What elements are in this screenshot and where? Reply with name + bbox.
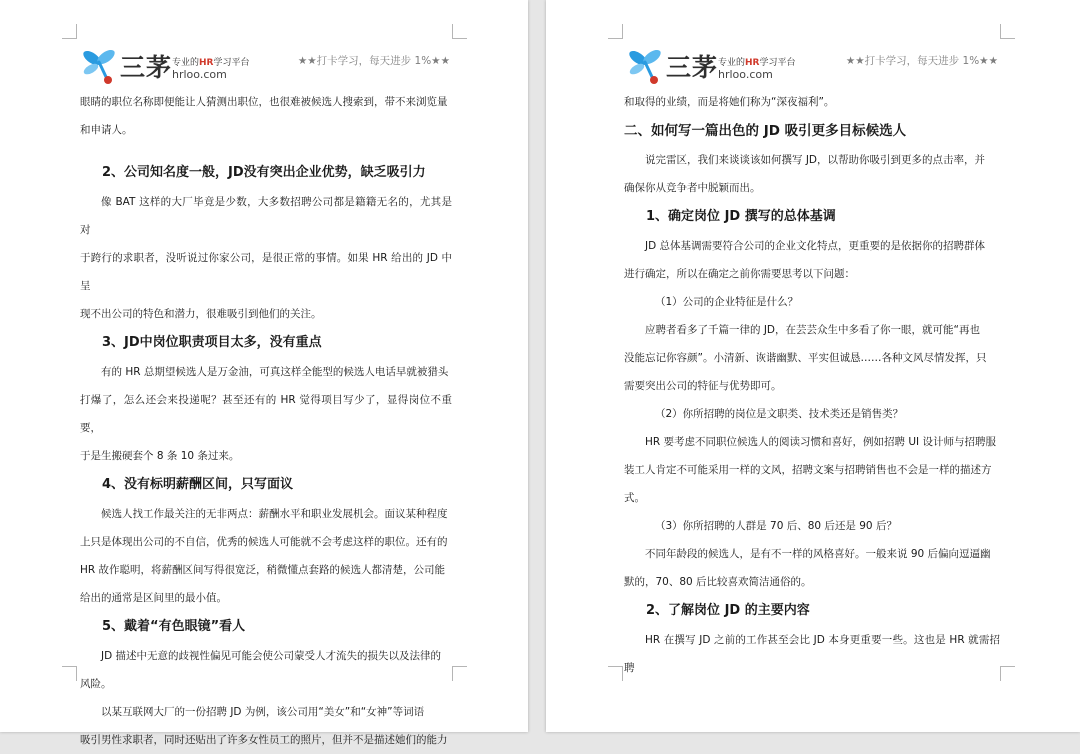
body-line: 和取得的业绩，而是将她们称为“深夜福利”。: [624, 96, 835, 108]
brand-tagline: 专业的HR学习平台: [172, 58, 250, 68]
brand-logo: [626, 44, 826, 88]
page-body: [624, 88, 1000, 682]
header-slogan: ★★打卡学习，每天进步 1%★★: [845, 55, 998, 67]
body-line: 默的，70、80 后比较喜欢简洁通俗的。: [624, 576, 812, 588]
body-line: 和申请人。: [80, 124, 133, 136]
dragonfly-logo-icon: [80, 46, 118, 86]
body-line: 眼睛的职位名称即便能让人猜测出职位，也很难被候选人搜索到，带不来浏览量: [80, 96, 448, 108]
body-line: 打爆了，怎么还会来投递呢？甚至还有的 HR 觉得项目写少了，显得岗位不重要，: [80, 394, 452, 434]
body-line: 风险。: [80, 678, 112, 690]
crop-mark: [1000, 666, 1015, 681]
brand-logo: [80, 44, 280, 88]
question-line: （1）公司的企业特征是什么？: [655, 296, 799, 308]
body-line: 装工人肯定不可能采用一样的文风，招聘文案与招聘销售也不会是一样的描述方: [624, 464, 992, 476]
crop-mark: [62, 666, 77, 681]
body-line: 不同年龄段的候选人，是有不一样的风格喜好。一般来说 90 后偏向逗逼幽: [645, 548, 991, 560]
body-line: 候选人找工作最关注的无非两点：薪酬水平和职业发展机会。面议某种程度: [101, 508, 448, 520]
crop-mark: [608, 24, 623, 39]
crop-mark: [62, 24, 77, 39]
body-line: JD 总体基调需要符合公司的企业文化特点，更重要的是依据你的招聘群体: [645, 240, 986, 252]
body-line: 上只是体现出公司的不自信，优秀的候选人可能就不会考虑这样的职位。还有的: [80, 536, 448, 548]
document-page-left: [0, 0, 528, 746]
body-line: JD 描述中无意的歧视性偏见可能会使公司蒙受人才流失的损失以及法律的: [101, 650, 442, 662]
crop-mark: [1000, 24, 1015, 39]
body-line: 确保你从竞争者中脱颖而出。: [624, 182, 761, 194]
brand-url: hrloo.com: [718, 68, 773, 81]
question-line: （2）你所招聘的岗位是文职类、技术类还是销售类？: [655, 408, 904, 420]
body-line: HR 要考虑不同职位候选人的阅读习惯和喜好，例如招聘 UI 设计师与招聘服: [645, 436, 996, 448]
body-line: 进行确定，所以在确定之前你需要思考以下问题：: [624, 268, 855, 280]
brand-name: 三茅: [120, 53, 173, 82]
section-heading: 3、JD中岗位职责项目太多，没有重点: [102, 335, 322, 350]
body-line: 应聘者看多了千篇一律的 JD，在芸芸众生中多看了你一眼，就可能“再也: [645, 324, 980, 336]
crop-mark: [452, 24, 467, 39]
brand-url: hrloo.com: [172, 68, 227, 81]
body-line: 式。: [624, 492, 645, 504]
body-line: 需要突出公司的特征与优势即可。: [624, 380, 782, 392]
body-line: 有的 HR 总期望候选人是万金油，可真这样全能型的候选人电话早就被猎头: [101, 366, 449, 378]
section-heading: 5、戴着“有色眼镜”看人: [102, 619, 246, 634]
dragonfly-logo-icon: [626, 46, 664, 86]
page-header: [626, 44, 998, 90]
body-line: 于是生搬硬套个 8 条 10 条过来。: [80, 450, 240, 462]
body-line: 给出的通常是区间里的最小值。: [80, 592, 227, 604]
section-heading: 1、确定岗位 JD 撰写的总体基调: [646, 209, 836, 224]
chapter-heading: 二、如何写一篇出色的 JD 吸引更多目标候选人: [624, 123, 907, 139]
section-heading: 2、公司知名度一般，JD没有突出企业优势，缺乏吸引力: [102, 165, 426, 180]
body-line: HR 在撰写 JD 之前的工作甚至会比 JD 本身更重要一些。这也是 HR 就需招聘: [624, 634, 1000, 674]
body-line: 于跨行的求职者，没听说过你家公司，是很正常的事情。如果 HR 给出的 JD 中呈: [80, 252, 452, 292]
body-line: HR 故作聪明，将薪酬区间写得很宽泛，稍微懂点套路的候选人都清楚，公司能: [80, 564, 446, 576]
body-line: 以某互联网大厂的一份招聘 JD 为例，该公司用“美女”和“女神”等词语: [101, 706, 425, 718]
page-header: [80, 44, 450, 90]
crop-mark: [608, 666, 623, 681]
body-line: 说完雷区，我们来谈谈该如何撰写 JD，以帮助你吸引到更多的点击率，并: [645, 154, 986, 166]
body-line: 吸引男性求职者，同时还贴出了许多女性员工的照片，但并不是描述她们的能力: [80, 734, 448, 746]
body-line: 现不出公司的特色和潜力，很难吸引到他们的关注。: [80, 308, 322, 320]
page-gutter: [528, 0, 546, 732]
crop-mark: [452, 666, 467, 681]
document-page-right: [546, 0, 1080, 732]
page-body: [80, 88, 452, 754]
body-line: 没能忘记你容颜”。小清新、诙谐幽默、平实但诚恳……各种文风尽情发挥，只: [624, 352, 987, 364]
body-line: 像 BAT 这样的大厂毕竟是少数，大多数招聘公司都是籍籍无名的，尤其是对: [80, 196, 452, 236]
question-line: （3）你所招聘的人群是 70 后、80 后还是 90 后？: [655, 520, 897, 532]
section-heading: 2、了解岗位 JD 的主要内容: [646, 603, 810, 618]
header-slogan: ★★打卡学习，每天进步 1%★★: [297, 55, 450, 67]
brand-name: 三茅: [666, 53, 719, 82]
brand-tagline: 专业的HR学习平台: [718, 58, 796, 68]
section-heading: 4、没有标明薪酬区间，只写面议: [102, 477, 294, 492]
